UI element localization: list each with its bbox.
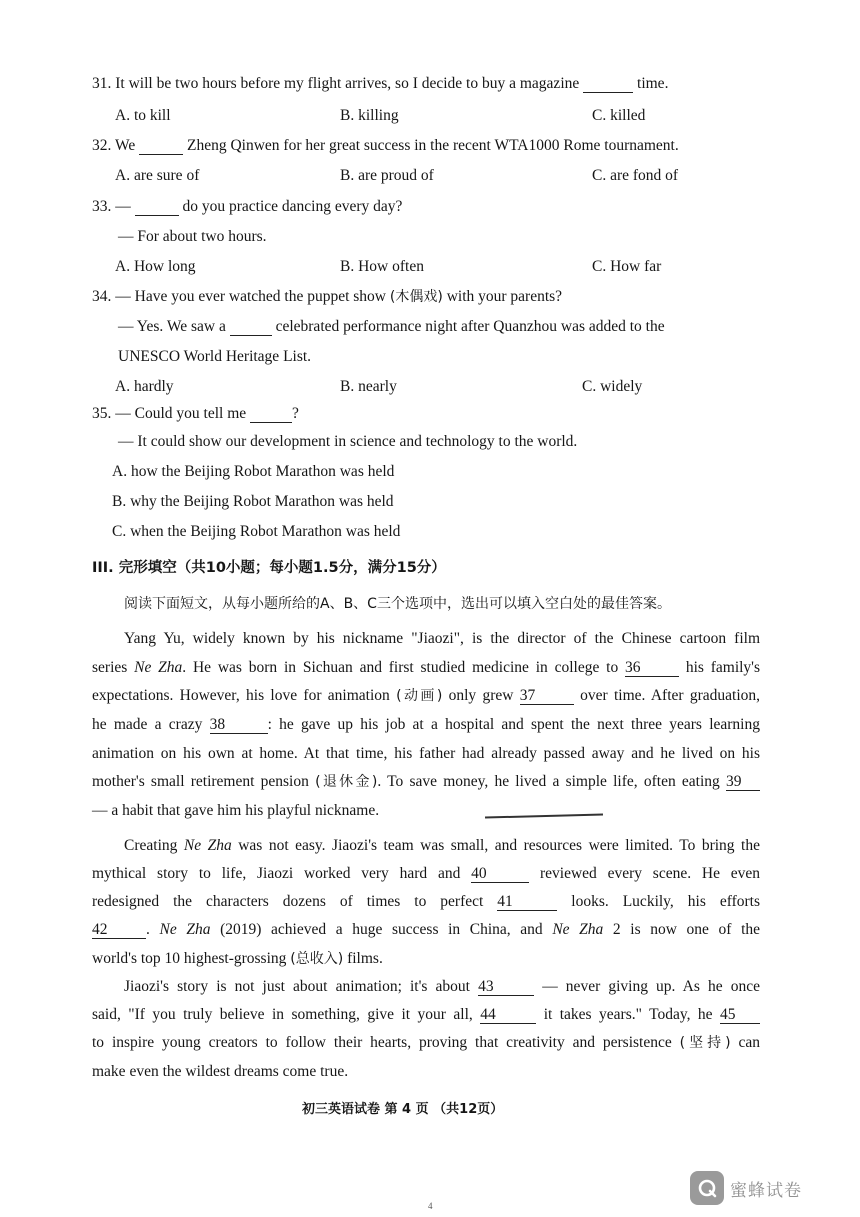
option-35-c: C. when the Beijing Robot Marathon was held bbox=[112, 523, 401, 540]
blank-33 bbox=[135, 199, 179, 216]
watermark bbox=[690, 1171, 802, 1205]
blank-35 bbox=[250, 406, 292, 423]
passage-p3-line3: to inspire young creators to follow their hearts, proving that creativity and persistence (坚持) can bbox=[92, 1034, 760, 1051]
option-34-a: A. hardly bbox=[115, 378, 174, 395]
option-35-a: A. how the Beijing Robot Marathon was held bbox=[112, 463, 395, 480]
passage-p2-line1: Creating Ne Zha was not easy. Jiaozi's team was small, and resources were limited. To bring the bbox=[124, 837, 760, 854]
section-3-instruction: 阅读下面短文，从每小题所给的A、B、C三个选项中，选出可以填入空白处的最佳答案。 bbox=[124, 596, 671, 612]
blank-32 bbox=[139, 138, 183, 155]
passage-p2-line2: mythical story to life, Jiaozi worked very hard and 40 reviewed every scene. He even bbox=[92, 865, 761, 882]
passage-p1-line2: series Ne Zha. He was born in Sichuan and first studied medicine in college to 36 his family's bbox=[92, 659, 761, 676]
option-32-a: A. are sure of bbox=[115, 167, 200, 184]
option-35-b: B. why the Beijing Robot Marathon was held bbox=[112, 493, 394, 510]
blank-34 bbox=[230, 319, 272, 336]
passage-p1-line4: he made a crazy 38 : he gave up his job at a hospital and spent the next three years learning bbox=[92, 716, 760, 733]
passage-p1-line7: — a habit that gave him his playful nickname. bbox=[92, 802, 380, 819]
blank-41: 41 bbox=[497, 894, 557, 911]
blank-39: 39 bbox=[726, 774, 760, 791]
page-footer: 初三英语试卷 第 4 页 （共12页） bbox=[302, 1102, 504, 1117]
question-31-stem: 31. It will be two hours before my flight arrives, so I decide to buy a magazine time. bbox=[92, 75, 669, 92]
question-35-stem: 35. — Could you tell me ? bbox=[92, 405, 299, 422]
option-33-a: A. How long bbox=[115, 258, 196, 275]
question-34-stem: 34. — Have you ever watched the puppet show (木偶戏) with your parents? bbox=[92, 288, 563, 305]
section-3-heading: III. 完形填空（共10小题；每小题1.5分，满分15分） bbox=[92, 560, 446, 576]
passage-p2-line3: redesigned the characters dozens of times to perfect 41 looks. Luckily, his efforts bbox=[92, 893, 761, 910]
question-32-stem: 32. We Zheng Qinwen for her great success in the recent WTA1000 Rome tournament. bbox=[92, 137, 679, 154]
option-31-a: A. to kill bbox=[115, 107, 171, 124]
blank-42: 42 bbox=[92, 922, 146, 939]
option-34-c: C. widely bbox=[582, 378, 643, 395]
passage-p1-line6: mother's small retirement pension (退休金). To save money, he lived a simple life, often eating 39 bbox=[92, 772, 760, 792]
blank-38: 38 bbox=[210, 717, 268, 734]
bee-logo-icon bbox=[690, 1171, 724, 1205]
passage-p3-line4: make even the wildest dreams come true. bbox=[92, 1063, 349, 1080]
passage-p1-line1: Yang Yu, widely known by his nickname "Jiaozi", is the director of the Chinese cartoon film bbox=[124, 630, 760, 647]
blank-36: 36 bbox=[625, 660, 679, 677]
option-32-b: B. are proud of bbox=[340, 167, 434, 184]
watermark-text: 蜜蜂试卷 bbox=[730, 1180, 802, 1201]
passage-p3-line1: Jiaozi's story is not just about animation; it's about 43 — never giving up. As he once bbox=[124, 978, 761, 995]
question-35-answer: — It could show our development in science and technology to the world. bbox=[118, 433, 578, 450]
passage-p3-line2: said, "If you truly believe in something, give it your all, 44 it takes years." Today, he 45 bbox=[92, 1005, 760, 1025]
blank-45: 45 bbox=[720, 1007, 760, 1024]
option-33-c: C. How far bbox=[592, 258, 662, 275]
option-34-b: B. nearly bbox=[340, 378, 397, 395]
passage-p1-line5: animation on his own at home. At that time, his father had already passed away and he lived on his bbox=[92, 745, 760, 762]
option-33-b: B. How often bbox=[340, 258, 424, 275]
question-34-reply: — Yes. We saw a celebrated performance night after Quanzhou was added to the bbox=[118, 318, 665, 335]
question-34-reply-cont: UNESCO World Heritage List. bbox=[118, 348, 312, 365]
question-33-stem: 33. — do you practice dancing every day? bbox=[92, 198, 403, 215]
passage-p2-line4: 42 . Ne Zha (2019) achieved a huge success in China, and Ne Zha 2 is now one of the bbox=[92, 921, 761, 938]
question-33-answer: — For about two hours. bbox=[118, 228, 267, 245]
page-number: 4 bbox=[428, 1201, 433, 1211]
passage-p2-line5: world's top 10 highest-grossing (总收入) films. bbox=[92, 950, 383, 967]
stray-pen-mark bbox=[485, 813, 603, 818]
blank-43: 43 bbox=[478, 979, 534, 996]
option-31-c: C. killed bbox=[592, 107, 646, 124]
blank-44: 44 bbox=[480, 1007, 536, 1024]
blank-40: 40 bbox=[471, 866, 529, 883]
option-31-b: B. killing bbox=[340, 107, 399, 124]
blank-31 bbox=[583, 76, 633, 93]
passage-p1-line3: expectations. However, his love for animation (动画) only grew 37 over time. After graduation, bbox=[92, 687, 761, 704]
blank-37: 37 bbox=[520, 688, 574, 705]
option-32-c: C. are fond of bbox=[592, 167, 679, 184]
